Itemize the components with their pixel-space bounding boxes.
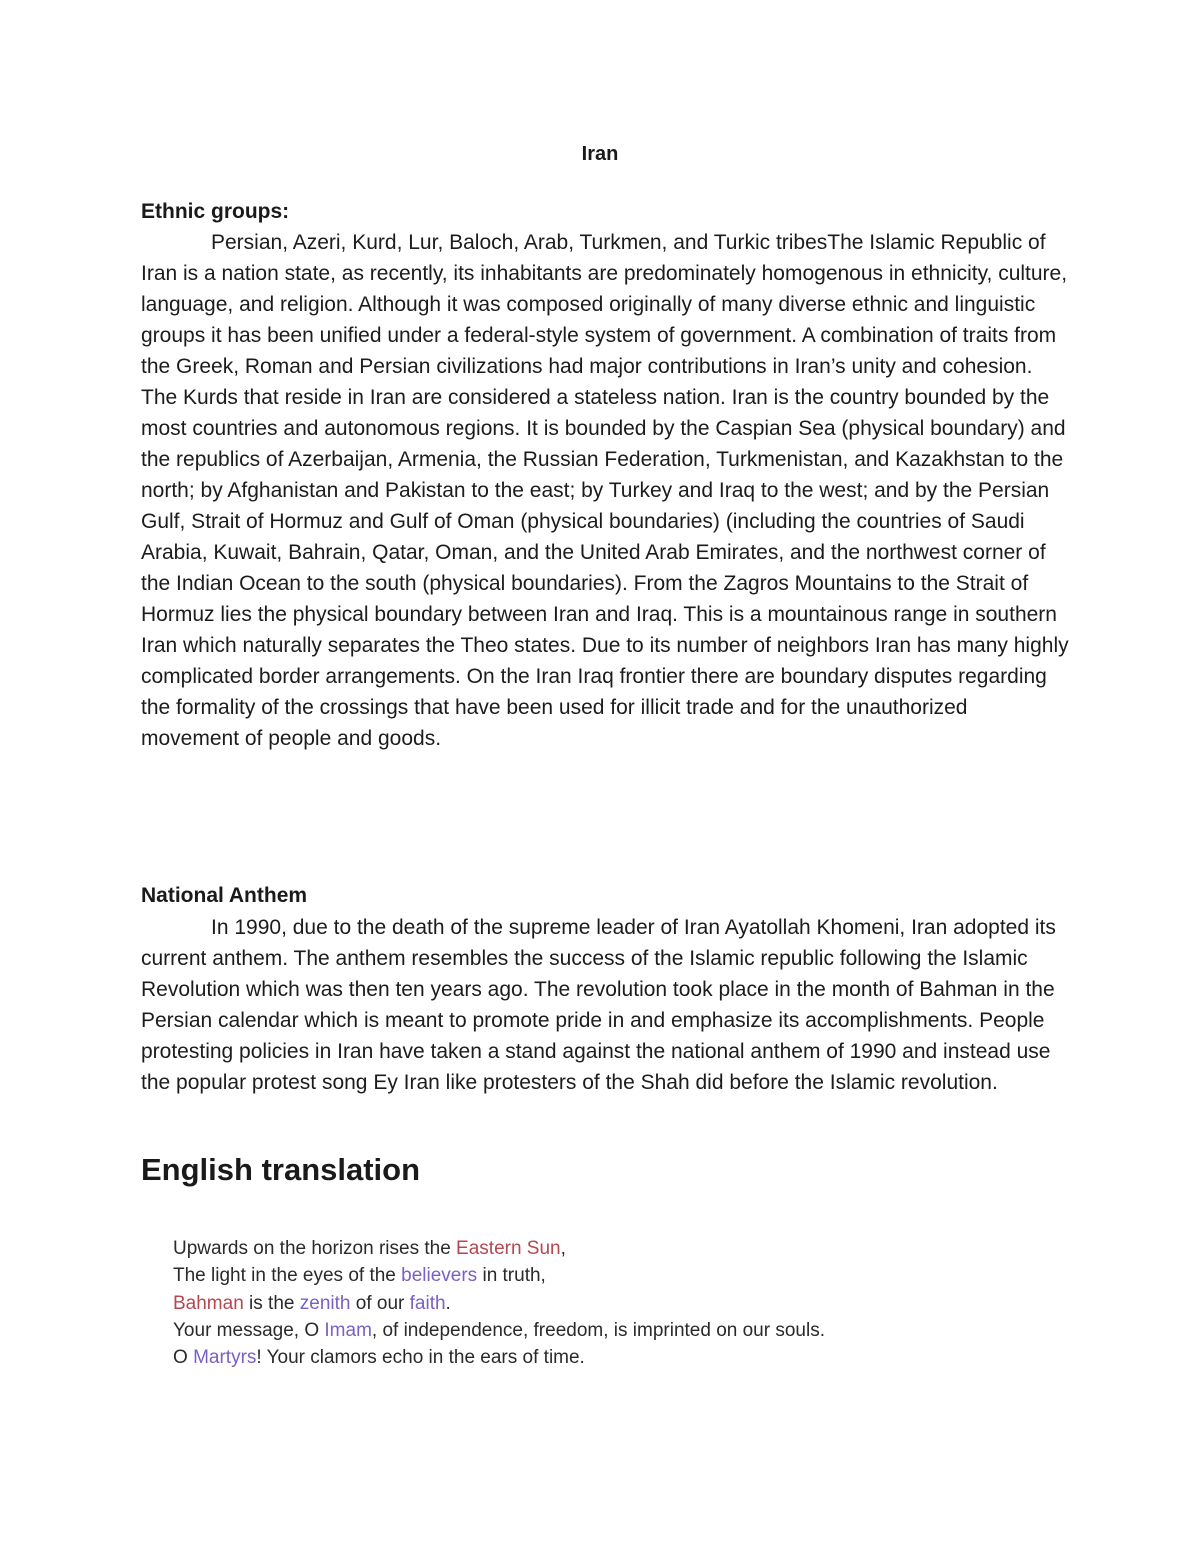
verse-text: , — [560, 1238, 566, 1259]
verse-text: O — [173, 1347, 194, 1369]
national-anthem-heading: National Anthem — [141, 884, 308, 907]
verse-highlighted-term[interactable]: Martyrs — [193, 1347, 257, 1369]
verse-highlighted-term[interactable]: zenith — [299, 1292, 351, 1314]
verse-text: is the — [243, 1292, 300, 1314]
verse-line — [173, 1344, 825, 1371]
verse-highlighted-term[interactable]: believers — [401, 1265, 478, 1287]
verse-highlighted-term[interactable]: Eastern Sun — [456, 1238, 561, 1259]
verse-line — [173, 1262, 825, 1289]
verse-line — [173, 1235, 825, 1262]
verse-text: in truth, — [477, 1265, 546, 1287]
verse-text: ! Your clamors echo in the ears of time. — [256, 1347, 585, 1369]
english-translation-heading: English translation — [141, 1152, 421, 1187]
verse-text: The light in the eyes of the — [173, 1265, 402, 1287]
ethnic-groups-paragraph: Persian, Azeri, Kurd, Lur, Baloch, Arab, Turkmen, and Turkic tribesThe Islamic Republic of Iran is a nation state, as recently, its inhabitants are predominately homogenous in ethnicity, culture, language, and religion. Although it was composed originally of many diverse ethnic and linguistic groups it has been unified under a federal-style system of government. A combination of traits from the Greek, Roman and Persian civilizations had major contributions in Iran’s unity and cohesion. The Kurds that reside in Iran are considered a stateless nation. Iran is the country bounded by the most countries and autonomous regions. It is bounded by the Caspian Sea (physical boundary) and the republics of Azerbaijan, Armenia, the Russian Federation, Turkmenistan, and Kazakhstan to the north; by Afghanistan and Pakistan to the east; by Turkey and Iraq to the west; and by the Persian Gulf, Strait of Hormuz and Gulf of Oman (physical boundaries) (including the countries of Saudi Arabia, Kuwait, Bahrain, Qatar, Oman, and the United Arab Emirates, and the northwest corner of the Indian Ocean to the south (physical boundaries). From the Zagros Mountains to the Strait of Hormuz lies the physical boundary between Iran and Iraq. This is a mountainous range in southern Iran which naturally separates the Theo states. Due to its number of neighbors Iran has many highly complicated border arrangements. On the Iran Iraq frontier there are boundary disputes regarding the formality of the crossings that have been used for illicit trade and for the unauthorized movement of people and goods. — [141, 231, 1069, 750]
verse-text: . — [445, 1292, 451, 1314]
verse-line — [173, 1290, 825, 1317]
anthem-translation-verse — [173, 1235, 825, 1371]
verse-text: , of independence, freedom, is imprinted on our souls. — [371, 1319, 825, 1341]
verse-line — [173, 1317, 825, 1344]
verse-text: Upwards on the horizon rises the — [173, 1238, 457, 1259]
verse-highlighted-term[interactable]: Bahman — [173, 1292, 244, 1314]
national-anthem-paragraph: In 1990, due to the death of the supreme leader of Iran Ayatollah Khomeni, Iran adopted its current anthem. The anthem resembles the success of the Islamic republic following the Islamic Revolution which was then ten years ago. The revolution took place in the month of Bahman in the Persian calendar which is meant to promote pride in and emphasize its accomplishments. People protesting policies in Iran have taken a stand against the national anthem of 1990 and instead use the popular protest song Ey Iran like protesters of the Shah did before the Islamic revolution. — [141, 916, 1056, 1094]
verse-text: Your message, O — [173, 1319, 325, 1341]
ethnic-groups-heading: Ethnic groups: — [141, 200, 290, 223]
verse-text: of our — [350, 1292, 410, 1314]
document-title: Iran — [581, 143, 619, 165]
verse-highlighted-term[interactable]: Imam — [324, 1319, 372, 1341]
verse-highlighted-term[interactable]: faith — [409, 1292, 446, 1314]
